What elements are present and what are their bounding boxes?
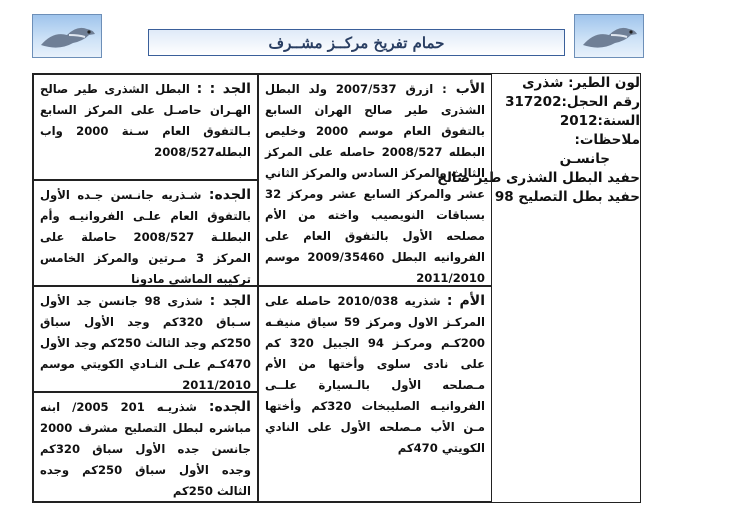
father-box: [258, 74, 492, 286]
page-title-text: حمام تفريخ مركــز مشــرف: [268, 33, 445, 52]
grandfather-maternal-heading: الجد :: [209, 293, 251, 309]
bird-note: جانسـن: [559, 151, 610, 167]
mother-text: شذريه 2010/038 حاصله على المركـز الاول ومركز 59 سياق منيفـه 200كـم ومركـز 94 الجبيل 320 كم على نادى سلوى وأختها من الأم مـصلحه الأول بالـسيارة علــى الفروانيـه الصليبخات 320كم وأختها مـن الأب مـصلحه الأول على النادي الكويتي 470كم: [265, 294, 485, 455]
mother-heading: الأم :: [446, 293, 485, 309]
grandmother-paternal-box: [33, 180, 258, 286]
bird-ring: رقم الحجل:317202: [505, 94, 640, 110]
grandfather-maternal-box: [33, 286, 258, 392]
grandmother-maternal-box: [33, 392, 258, 502]
grandmother-maternal-text: شذريـه 201 2005/ ابنه مباشره لبطل التصليح مشرف 2000 جانسن جده الأول سباق 320كم وجده الأول سباق 250كم وجده الثالث 250كم: [40, 400, 251, 498]
father-text: : ازرق 2007/537 ولد البطل الشذرى طير صالح الهران السابع بالتفوق العام موسم 2000 وخليص البطله 2008/527 حاصله على المركز الثالث والمركز السادس والمركز الثاني عشر والمركز السابع عشر ومركز 32 بسباقات النويصيب واخته من الأم مصلحه الأول بالتفوق العام على الفروانيه البطل 2009/35460 موسم 2011/2010: [265, 82, 486, 285]
grandmother-paternal-heading: الجده:: [208, 187, 251, 203]
bird-note: حفيد بطل التصليح 98: [494, 189, 640, 205]
page-title: [148, 29, 565, 56]
grandfather-maternal-text: شذرى 98 جانسن جد الأول سـباق 320كم وجد الأول سباق 250كم وجد الثالث 250كم وجد الأول 470كـم علـى النـادي الكويتي موسم 2011/2010: [40, 294, 251, 392]
bird-note: حفيد البطل الشذرى طير صالح: [437, 170, 640, 186]
grandfather-paternal-text: البطل الشذرى طير صالح الهـران حاصـل على المركز السابع بـالتفوق العام سـنة 2000 واب البطله2008/527: [40, 82, 251, 159]
mother-box: [258, 286, 492, 502]
grandmother-maternal-heading: الجده:: [208, 399, 251, 415]
grandfather-paternal-box: [33, 74, 258, 180]
bird-notes-label: ملاحظات:: [574, 132, 640, 148]
grandfather-paternal-heading: الجد : :: [196, 81, 251, 97]
grandmother-paternal-text: شـذريه جانـسن جـده الأول بالتفوق العام علـى الفروانيـه وأم البطلـة 2008/527 حاصلة على المركز 3 مـرتين والمركز الخامس تركيبه الماشي مادونا: [40, 188, 251, 286]
father-heading: الأب: [455, 81, 485, 97]
bird-color: لون الطير: شذرى: [522, 75, 640, 91]
pigeon-image-right: [574, 14, 644, 58]
bird-year: السنة:2012: [559, 113, 640, 129]
pigeon-image-left: [32, 14, 102, 58]
